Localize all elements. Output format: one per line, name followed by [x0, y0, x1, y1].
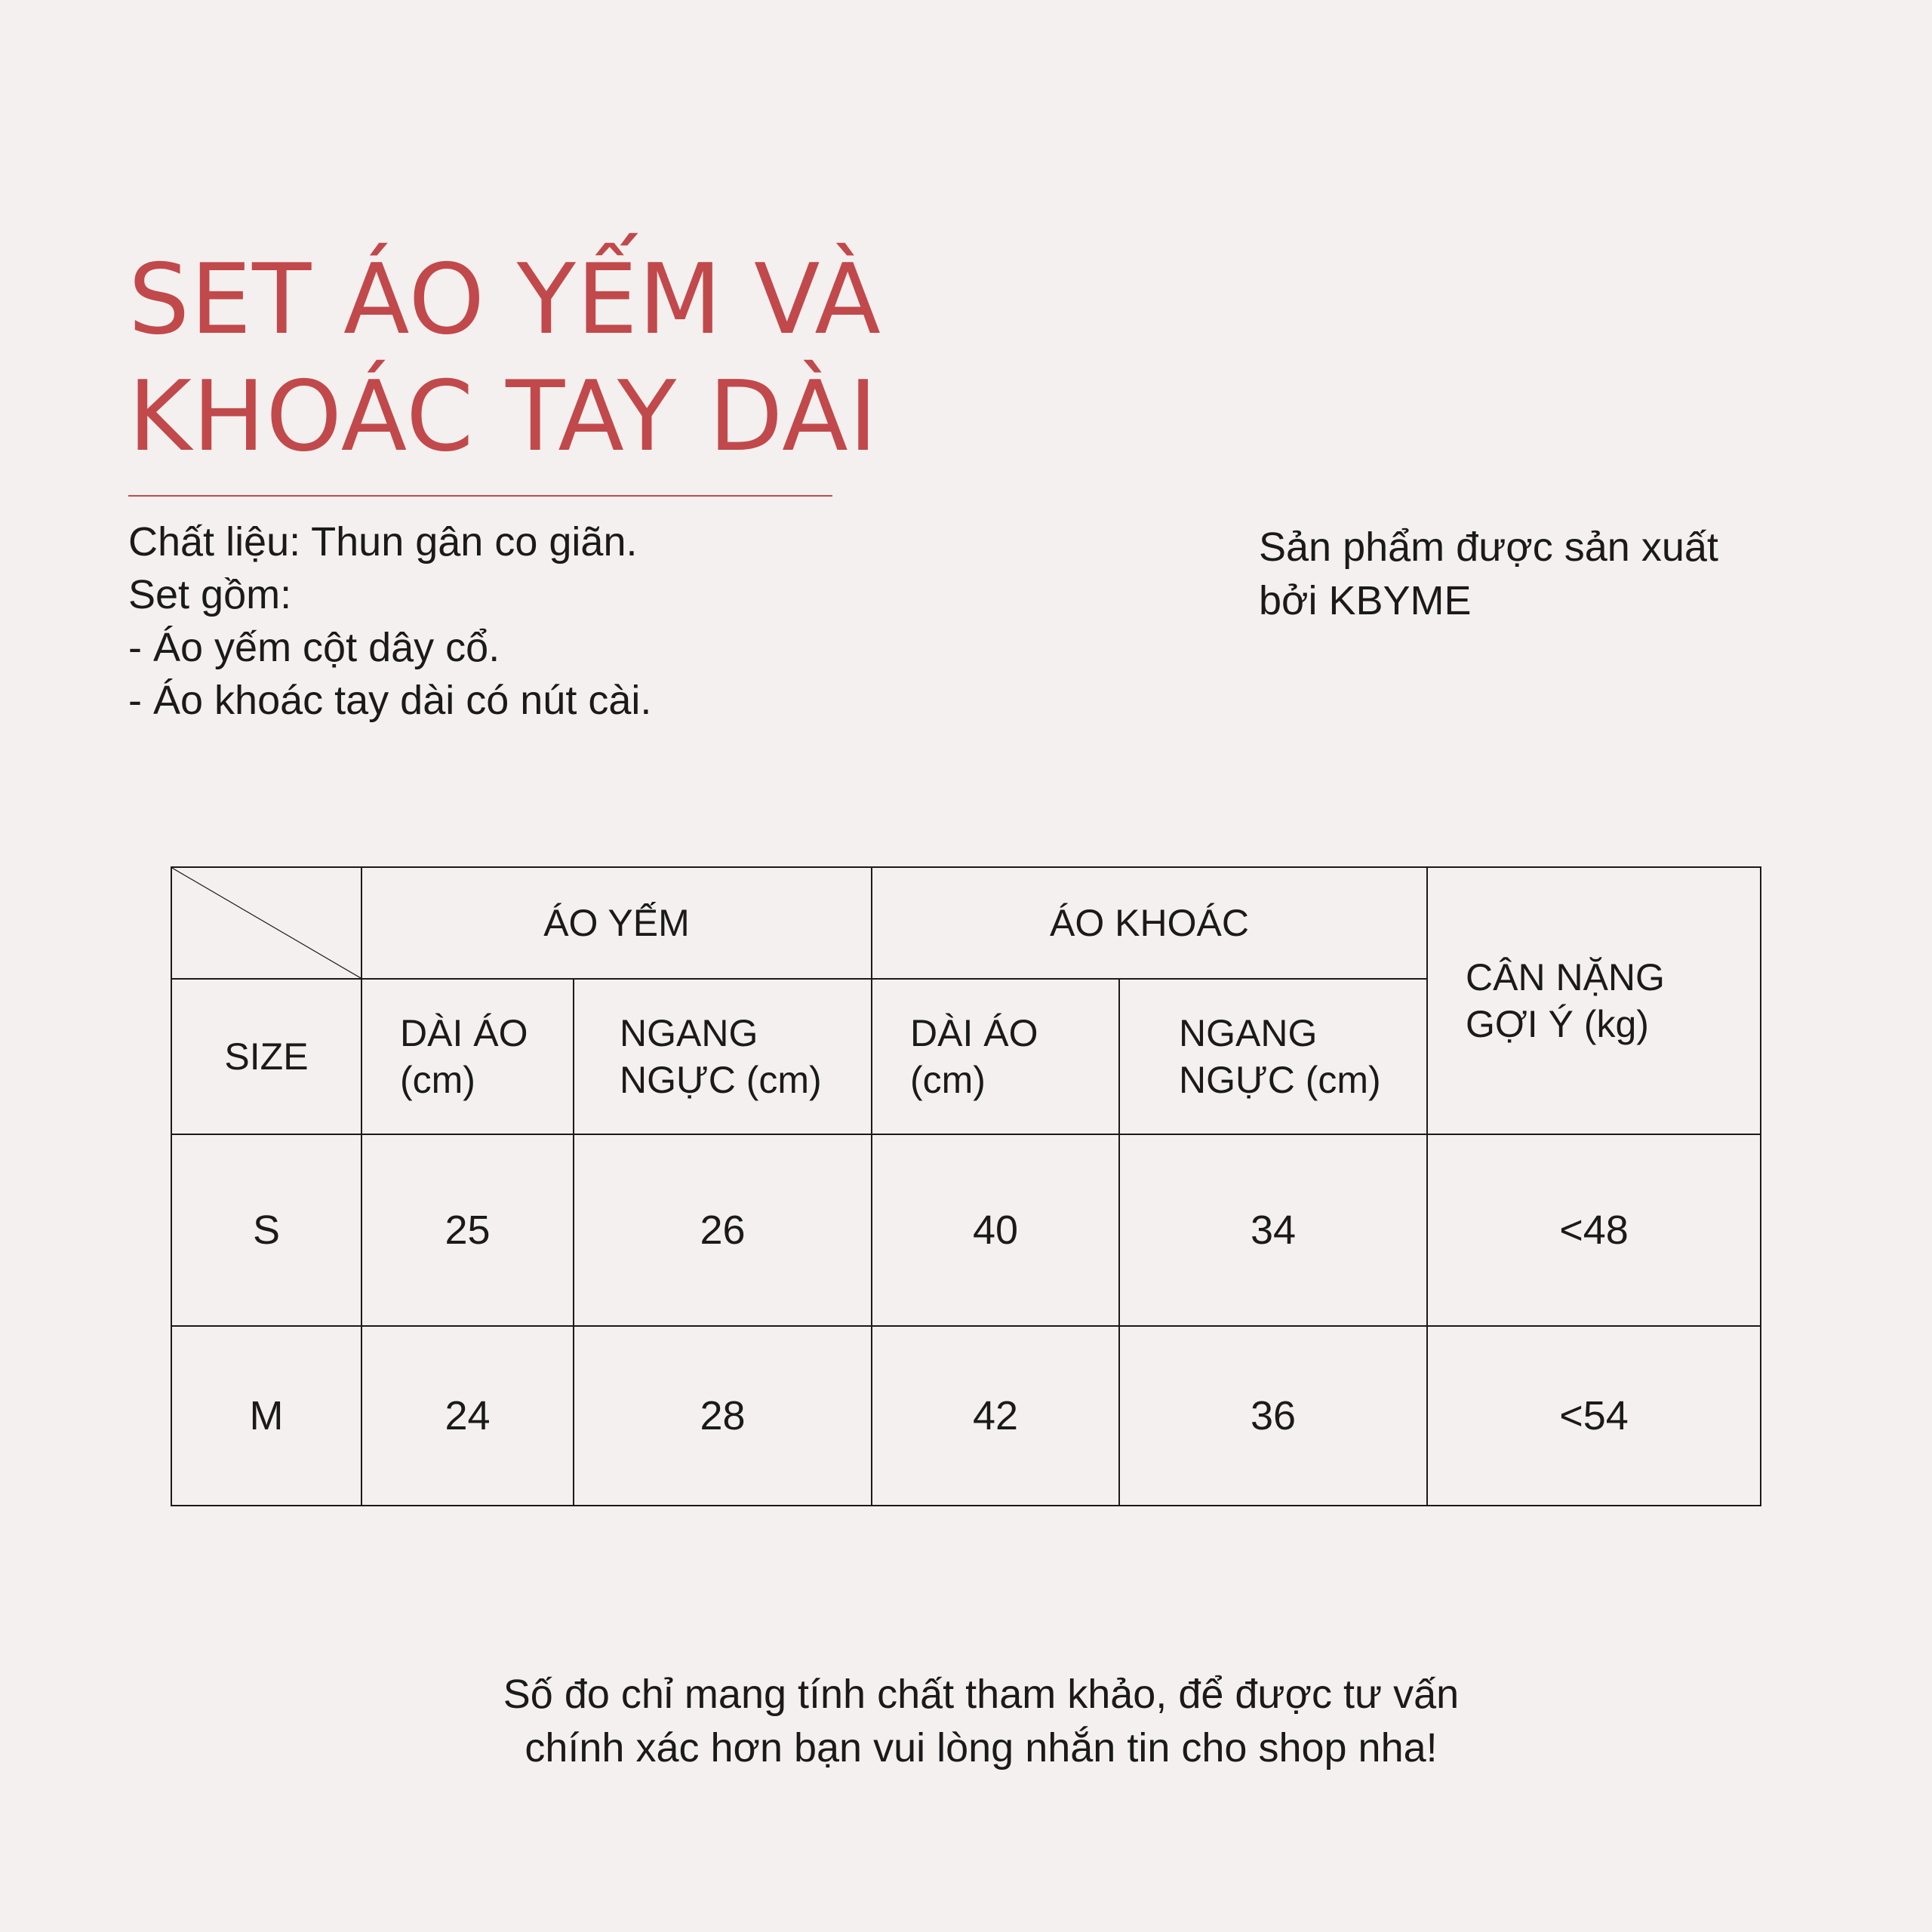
size-cell: M [171, 1326, 361, 1506]
material-line: Chất liệu: Thun gân co giãn. [128, 519, 638, 565]
set-includes-line: Set gồm: [128, 572, 292, 617]
header-yem-chest-line-2: NGỰC (cm) [620, 1059, 822, 1101]
weight-cell: <48 [1427, 1134, 1761, 1326]
header-yem-length [361, 979, 574, 1134]
header-yem-chest [574, 979, 872, 1134]
header-yem-chest-line-1: NGANG [620, 1012, 758, 1054]
khoac-chest-cell: 34 [1119, 1134, 1427, 1326]
table-header-row-1 [171, 867, 1761, 979]
yem-length-cell: 24 [361, 1326, 574, 1506]
maker-line-1: Sản phẩm được sản xuất [1259, 525, 1718, 570]
header-weight [1427, 867, 1761, 1134]
header-size: SIZE [171, 979, 361, 1134]
size-chart-table [171, 866, 1761, 1506]
yem-chest-cell: 28 [574, 1326, 872, 1506]
header-khoac-length-line-1: DÀI ÁO [910, 1012, 1038, 1054]
header-weight-line-1: CÂN NẶNG [1466, 956, 1665, 998]
maker-info [1259, 521, 1718, 628]
disclaimer-line-1: Số đo chỉ mang tính chất tham khảo, để được tư vấn [503, 1672, 1460, 1717]
set-item-1: - Áo yếm cột dây cổ. [128, 625, 500, 670]
disclaimer-line-2: chính xác hơn bạn vui lòng nhắn tin cho shop nha! [525, 1725, 1438, 1770]
title-divider [128, 495, 832, 497]
header-khoac-chest-line-1: NGANG [1179, 1012, 1318, 1054]
diagonal-corner-cell [171, 867, 361, 979]
header-khoac-length [872, 979, 1119, 1134]
product-title [128, 242, 881, 475]
yem-chest-cell: 26 [574, 1134, 872, 1326]
yem-length-cell: 25 [361, 1134, 574, 1326]
header-yem-length-line-2: (cm) [400, 1059, 475, 1101]
header-khoac-chest [1119, 979, 1427, 1134]
title-line-1: SET ÁO YẾM VÀ [128, 244, 881, 356]
header-khoac-chest-line-2: NGỰC (cm) [1179, 1059, 1381, 1101]
size-cell: S [171, 1134, 361, 1326]
title-line-2: KHOÁC TAY DÀI [128, 361, 878, 473]
header-weight-line-2: GỢI Ý (kg) [1466, 1003, 1649, 1045]
header-ao-yem: ÁO YẾM [361, 867, 872, 979]
maker-line-2: bởi KBYME [1259, 578, 1472, 623]
weight-cell: <54 [1427, 1326, 1761, 1506]
diagonal-line [172, 868, 361, 978]
product-description [128, 515, 651, 727]
table-row [171, 1134, 1761, 1326]
table-row [171, 1326, 1761, 1506]
disclaimer-note [0, 1668, 1932, 1775]
header-khoac-length-line-2: (cm) [910, 1059, 986, 1101]
header-ao-khoac: ÁO KHOÁC [872, 867, 1427, 979]
set-item-2: - Áo khoác tay dài có nút cài. [128, 678, 652, 723]
header-yem-length-line-1: DÀI ÁO [400, 1012, 528, 1054]
khoac-length-cell: 40 [872, 1134, 1119, 1326]
khoac-chest-cell: 36 [1119, 1326, 1427, 1506]
khoac-length-cell: 42 [872, 1326, 1119, 1506]
